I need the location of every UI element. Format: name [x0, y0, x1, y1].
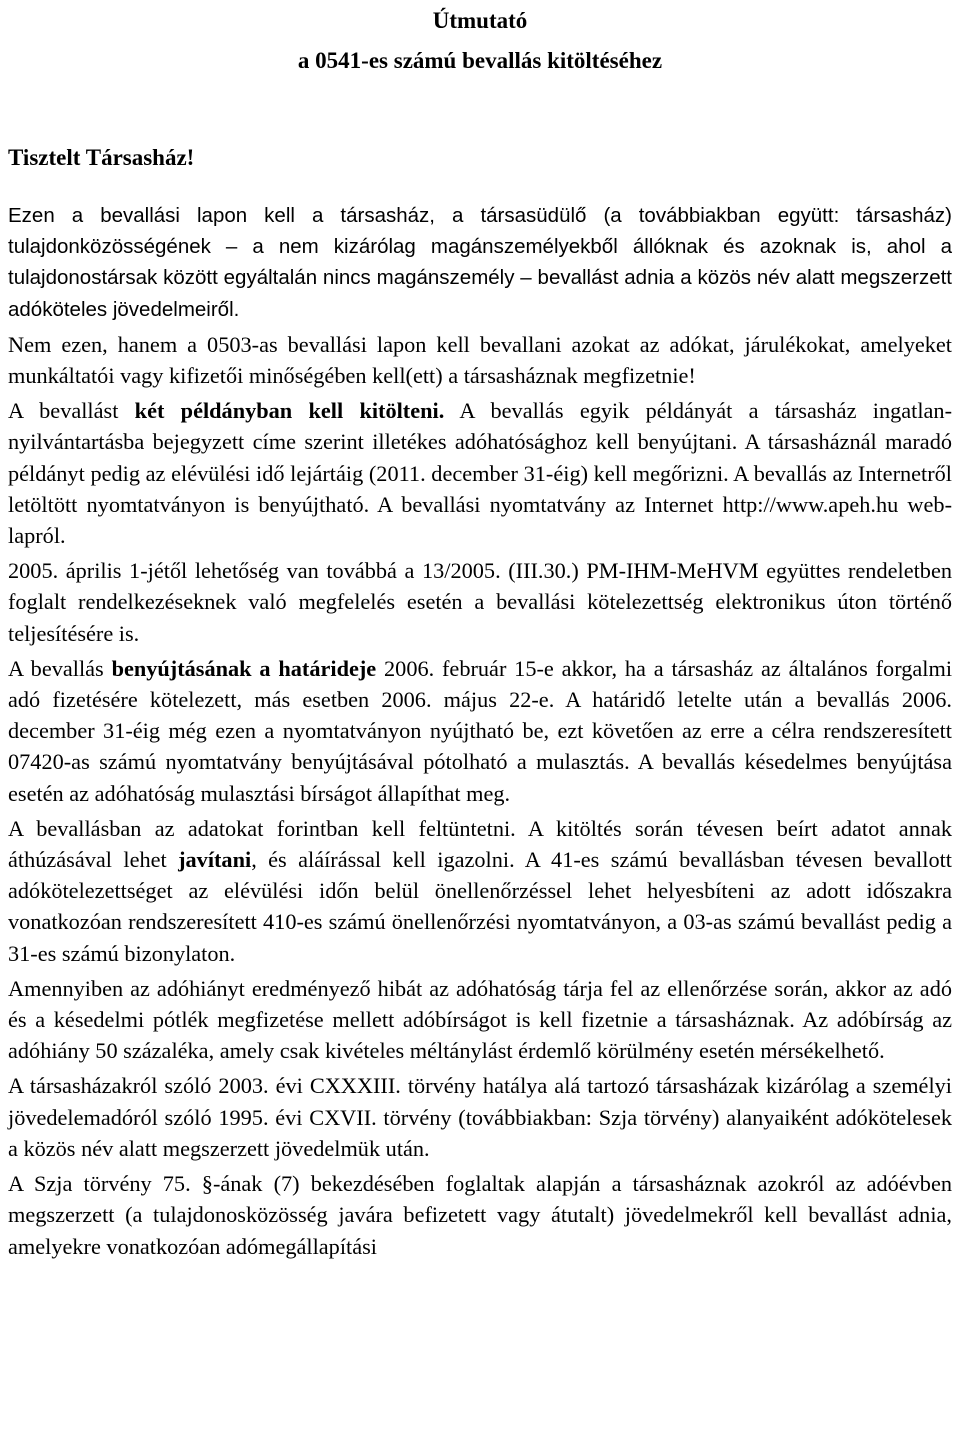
title-line-1: Útmutató	[432, 8, 528, 33]
paragraph-8: A társasházakról szóló 2003. évi CXXXIII. törvény hatálya alá tartozó társasházak kizárólag a személyi jövedelemadóról szóló 1995. évi CXVII. törvény (továbbiakban: Szja törvény) alanyaiként adókötelesek a közös név alatt megszerzett jövedelmük után.	[8, 1073, 952, 1161]
paragraph-6-text-c: , és aláírással kell igazolni. A 41-es számú bevallásban tévesen bevallott adókötelezettséget az elévülési időn belül önellenőrzéssel lehet helyesbíteni az adott időszakra vonatkozóan rendszeresített 410-es számú önellenőrzési nyomtatványon, a 03-as számú bevallást pedig a 31-es számú bizonylaton.	[8, 847, 952, 966]
paragraph-9: A Szja törvény 75. §-ának (7) bekezdésében foglaltak alapján a társasháznak azokról az adóévben megszerzett (a tulajdonosközösség javára befizetett vagy átutalt) jövedelmekről kell bevallást adnia, amelyekre vonatkozóan adómegállapítási	[8, 1171, 952, 1259]
paragraph-3-bold: két példányban kell kitölteni.	[134, 398, 445, 424]
paragraph-5-text-c: 2006. február 15-e akkor, ha a társasház az általános forgalmi adó fizetésére kötelezett, más esetben 2006. május 22-e. A határidő letelte után a bevallás 2006. december 31-éig még ezen a nyomtatványon nyújtható be, ezt követően az erre a célra rendszeresített 07420-as számú nyomtatvány benyújtásával pótolható a mulasztás. A bevallás késedelmes benyújtása esetén az adóhatóság mulasztási bírságot állapíthat meg.	[8, 655, 953, 806]
paragraph-4: 2005. április 1-jétől lehetőség van továbbá a 13/2005. (III.30.) PM-IHM-MeHVM együttes rendeletben foglalt rendelkezéseknek való megfelelés esetén a bevallási kötelezettség elektronikus úton történő teljesítésére is.	[8, 558, 952, 646]
paragraph-6	[8, 813, 952, 969]
document-body	[8, 200, 952, 1266]
paragraph-5-text-a: A bevallás	[8, 655, 112, 681]
title-line-2: a 0541-es számú bevallás kitöltéséhez	[297, 48, 663, 73]
paragraph-3	[8, 395, 952, 551]
paragraph-6-bold: javítani	[178, 847, 252, 873]
paragraph-7: Amennyiben az adóhiányt eredményező hibát az adóhatóság tárja fel az ellenőrzése során, akkor az adó és a késedelmi pótlék megfizetése mellett adóbírságot is kell fizetnie a társasháznak. Az adóbírság az adóhiány 50 százaléka, amely csak kivételes méltánylást érdemlő körülmény esetén mérsékelhető.	[8, 975, 952, 1064]
paragraph-6-text-a: A bevallásban az adatokat forintban kell feltüntetni. A kitöltés során tévesen beírt adatot annak áthúzásával lehet	[8, 815, 952, 873]
salutation: Tisztelt Társasház!	[8, 145, 195, 170]
paragraph-1: Ezen a bevallási lapon kell a társasház, a társasüdülő (a továbbiakban együtt: társasház) tulajdonközösségének – a nem kizárólag magánszemélyekből állóknak és azoknak is, ahol a tulajdonostársak között egyáltalán nincs magánszemély – bevallást adnia a közös név alatt megszerzett adóköteles jövedelmeiről.	[8, 204, 952, 321]
paragraph-5-bold: benyújtásának a határideje	[111, 655, 377, 681]
paragraph-3-text-a: A bevallást	[8, 398, 135, 424]
document-title	[8, 0, 952, 80]
paragraph-2: Nem ezen, hanem a 0503-as bevallási lapon kell bevallani azokat az adókat, járulékokat, amelyeket munkáltatói vagy kifizetői minőségében kell(ett) a társasháznak megfizetnie!	[8, 331, 952, 389]
paragraph-5	[8, 653, 952, 809]
paragraph-3-text-c: A bevallás egyik példányát a társasház ingatlan-nyilvántartásba bejegyzett címe szerint illetékes adóhatósághoz kell benyújtani. A társasháznál maradó példányt pedig az elévülési idő lejártáig (2011. december 31-éig) kell megőrizni. A bevallás az Internetről letöltött nyomtatványon is benyújtható. A bevallási nyomtatvány az Internet http://www.apeh.hu web-lapról.	[8, 398, 952, 549]
